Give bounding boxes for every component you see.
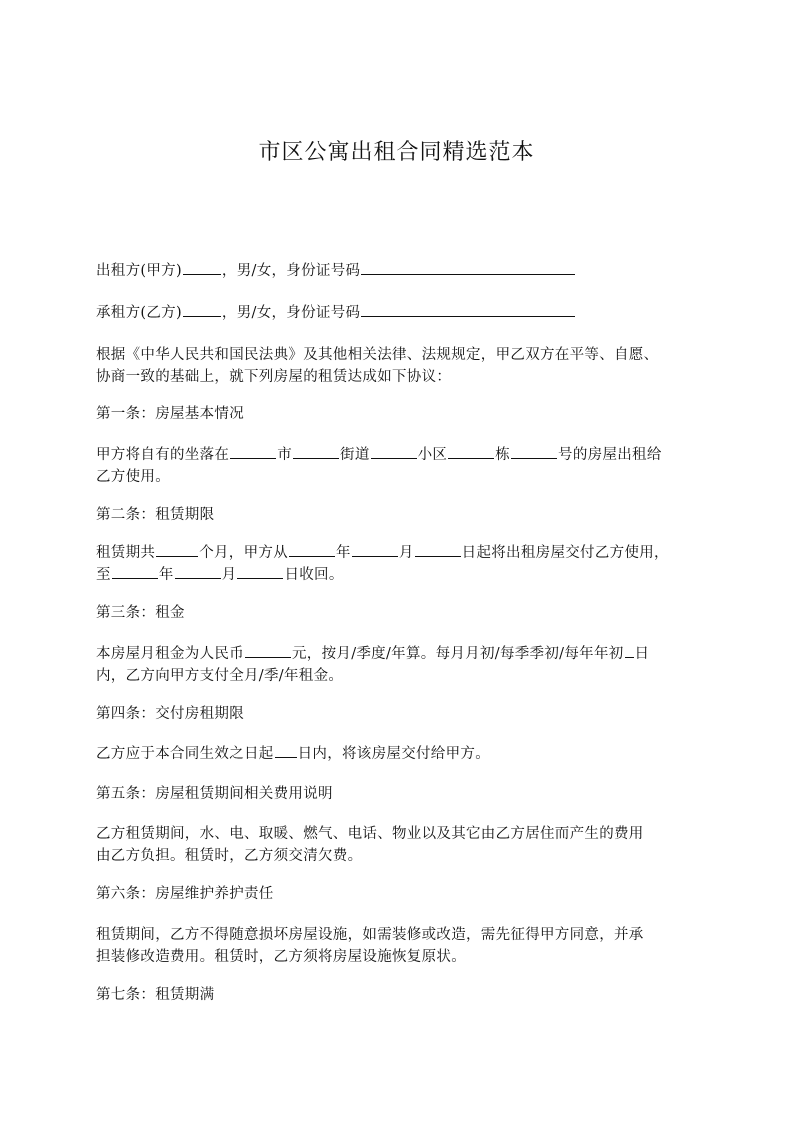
article-1-text-1: 甲方将自有的坐落在	[96, 447, 230, 463]
preamble-line-2: 协商一致的基础上，就下列房屋的租赁达成如下协议：	[96, 369, 452, 385]
article-2-text-9: 日收回。	[284, 567, 344, 583]
article-7-heading: 第七条：租赁期满	[96, 987, 215, 1003]
article-5-line-1: 乙方租赁期间，水、电、取暖、燃气、电话、物业以及其它由乙方居住而产生的费用	[96, 826, 644, 842]
lessor-line	[96, 260, 706, 282]
article-6-line-2: 担装修改造费用。租赁时，乙方须将房屋设施恢复原状。	[96, 949, 466, 965]
document-title: 市区公寓出租合同精选范本	[258, 140, 535, 165]
article-5-line-2: 由乙方负担。租赁时，乙方须交清欠费。	[96, 848, 363, 864]
article-4-text-2: 日内，将该房屋交付给甲方。	[297, 746, 491, 762]
article-2-line-1	[96, 542, 706, 564]
article-2-line-2	[96, 564, 706, 586]
article-2-text-3: 年	[336, 545, 351, 561]
article-2-text-2: 个月，甲方从	[199, 545, 289, 561]
lessor-label: 出租方(甲方)	[96, 263, 182, 279]
lessee-name-blank	[183, 302, 221, 317]
article-2-text-5: 日起将出租房屋交付乙方使用，	[461, 545, 669, 561]
number-blank	[511, 444, 557, 459]
start-day-blank	[415, 542, 461, 557]
community-blank	[371, 444, 417, 459]
rent-amount-blank	[245, 643, 291, 658]
lessee-gender-text: ，男/女，身份证号码	[221, 305, 361, 321]
article-3-text-2: 元，按月/季度/年算。每月月初/每季季初/每年年初	[292, 646, 624, 662]
building-blank	[448, 444, 494, 459]
preamble-line-1: 根据《中华人民共和国民法典》及其他相关法律、法规规定，甲乙双方在平等、自愿、	[96, 347, 659, 363]
article-4-line-1	[96, 743, 706, 765]
article-3-text-3: 日	[634, 646, 650, 662]
article-3-line-1	[96, 643, 706, 665]
article-6-heading: 第六条：房屋维护养护责任	[96, 886, 274, 902]
handover-days-blank	[275, 743, 297, 758]
article-1-text-6: 号的房屋出租给	[558, 447, 662, 463]
start-month-blank	[352, 542, 398, 557]
street-blank	[293, 444, 339, 459]
article-3-heading: 第三条：租金	[96, 605, 185, 621]
end-day-blank	[237, 564, 283, 579]
city-blank	[230, 444, 276, 459]
article-2-text-7: 年	[158, 567, 174, 583]
lessor-id-blank	[361, 260, 575, 275]
article-1-text-3: 街道	[340, 447, 370, 463]
article-6-line-1: 租赁期间，乙方不得随意损坏房屋设施，如需装修或改造，需先征得甲方同意，并承	[96, 927, 644, 943]
article-2-text-4: 月	[398, 545, 414, 561]
article-4-text-1: 乙方应于本合同生效之日起	[96, 746, 274, 762]
article-1-heading: 第一条：房屋基本情况	[96, 406, 244, 422]
article-2-heading: 第二条：租赁期限	[96, 507, 215, 523]
article-2-text-8: 月	[221, 567, 237, 583]
article-1-line-2: 乙方使用。	[96, 469, 170, 485]
article-2-text-1: 租赁期共	[96, 545, 156, 561]
lessor-name-blank	[183, 260, 221, 275]
lessor-gender-text: ，男/女，身份证号码	[221, 263, 361, 279]
article-1-text-4: 小区	[417, 447, 448, 463]
lessee-line	[96, 302, 706, 324]
end-year-blank	[112, 564, 158, 579]
article-4-heading: 第四条：交付房租期限	[96, 706, 244, 722]
article-1-line-1	[96, 444, 706, 466]
payment-day-blank	[625, 643, 634, 658]
article-5-heading: 第五条：房屋租赁期间相关费用说明	[96, 786, 333, 802]
article-1-text-5: 栋	[495, 447, 511, 463]
article-3-line-2: 内，乙方向甲方支付全月/季/年租金。	[96, 668, 344, 684]
article-3-text-1: 本房屋月租金为人民币	[96, 646, 244, 662]
end-month-blank	[175, 564, 221, 579]
months-blank	[156, 542, 198, 557]
article-2-text-6: 至	[96, 567, 111, 583]
article-1-text-2: 市	[277, 447, 293, 463]
start-year-blank	[289, 542, 335, 557]
lessee-label: 承租方(乙方)	[96, 305, 182, 321]
lessee-id-blank	[361, 302, 575, 317]
